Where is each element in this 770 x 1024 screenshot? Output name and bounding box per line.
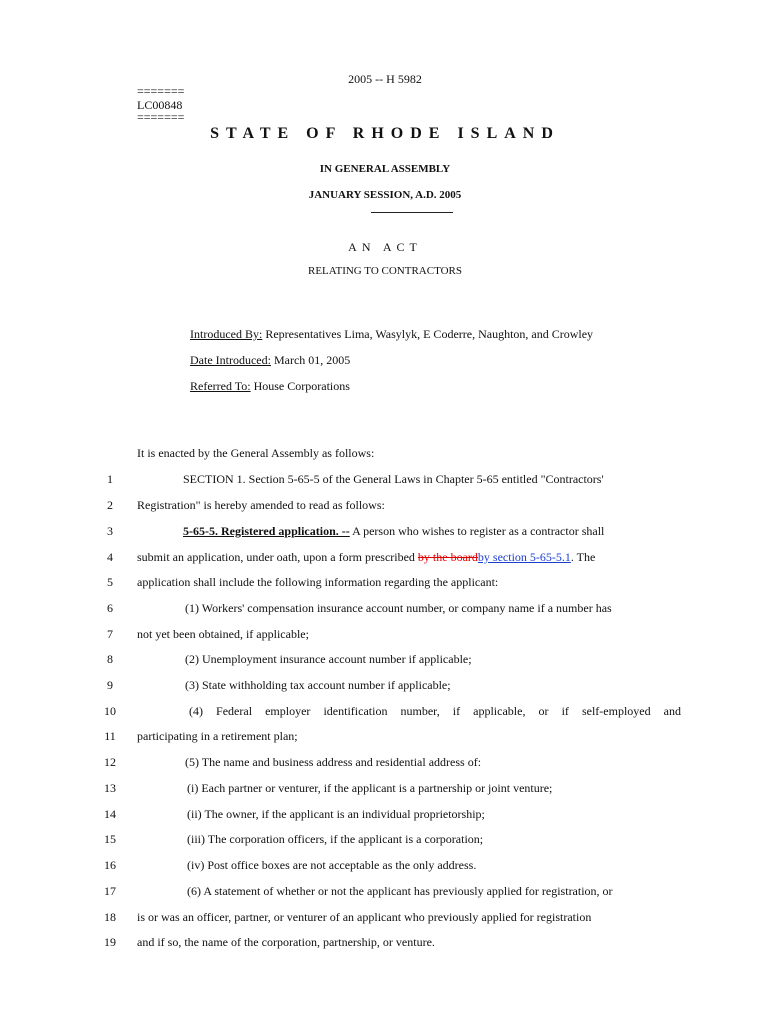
line-number: 10 xyxy=(104,704,116,718)
line-number: 7 xyxy=(107,627,113,641)
line4-text: submit an application, under oath, upon a form prescribed xyxy=(137,550,418,564)
line-number: 15 xyxy=(104,832,116,846)
referred-to-label: Referred To: xyxy=(190,379,251,393)
date-introduced xyxy=(190,353,350,368)
body-line-15: (iii) The corporation officers, if the applicant is a corporation; xyxy=(187,832,484,846)
body-line-16: (iv) Post office boxes are not acceptable as the only address. xyxy=(187,858,477,872)
inserted-text: by section 5-65-5.1 xyxy=(477,550,571,564)
line-number: 1 xyxy=(107,472,113,486)
line-number: 13 xyxy=(104,781,116,795)
line-number: 11 xyxy=(104,729,116,743)
line-number: 8 xyxy=(107,652,113,666)
enacting-clause: It is enacted by the General Assembly as follows: xyxy=(137,446,375,460)
lc-code: LC00848 xyxy=(137,98,183,112)
deleted-text: by the board xyxy=(417,550,478,564)
body-line-3 xyxy=(183,524,681,539)
body-line-11: participating in a retirement plan; xyxy=(137,729,298,743)
body-line-9: (3) State withholding tax account number if applicable; xyxy=(185,678,451,692)
body-line-6: (1) Workers' compensation insurance account number, or company name if a number has xyxy=(185,601,612,615)
line4-end: . The xyxy=(570,550,596,564)
act-subject: RELATING TO CONTRACTORS xyxy=(307,265,463,277)
separator-top: ======= xyxy=(137,84,185,98)
line-number: 9 xyxy=(107,678,113,692)
separator-bottom: ======= xyxy=(137,110,185,124)
introduced-by-value: Representatives Lima, Wasylyk, E Coderre, Naughton, and Crowley xyxy=(262,327,594,341)
body-line-14: (ii) The owner, if the applicant is an individual proprietorship; xyxy=(187,807,485,821)
bill-number: 2005 -- H 5982 xyxy=(348,72,422,86)
act-title: AN ACT xyxy=(348,240,422,254)
assembly-title: IN GENERAL ASSEMBLY xyxy=(319,163,451,175)
line-number: 5 xyxy=(107,575,113,589)
introduced-by xyxy=(190,327,593,342)
line-number: 12 xyxy=(104,755,116,769)
line-number: 19 xyxy=(104,935,116,949)
body-line-2: Registration" is hereby amended to read as follows: xyxy=(137,498,385,512)
body-line-7: not yet been obtained, if applicable; xyxy=(137,627,309,641)
section-heading: 5-65-5. Registered application. -- xyxy=(183,524,350,538)
line-number: 3 xyxy=(107,524,113,538)
body-line-13: (i) Each partner or venturer, if the applicant is a partnership or joint venture; xyxy=(187,781,553,795)
body-line-19: and if so, the name of the corporation, partnership, or venture. xyxy=(137,935,435,949)
body-line-1: SECTION 1. Section 5-65-5 of the General Laws in Chapter 5-65 entitled "Contractors' xyxy=(183,472,604,486)
line-number: 18 xyxy=(104,910,116,924)
referred-to-value: House Corporations xyxy=(250,379,350,393)
body-line-5: application shall include the following information regarding the applicant: xyxy=(137,575,499,589)
line-number: 2 xyxy=(107,498,113,512)
line-number: 17 xyxy=(104,884,116,898)
line-number: 14 xyxy=(104,807,116,821)
date-introduced-value: March 01, 2005 xyxy=(270,353,351,367)
section-heading-rest: A person who wishes to register as a contractor shall xyxy=(349,524,605,538)
body-line-12: (5) The name and business address and residential address of: xyxy=(185,755,482,769)
session-title: JANUARY SESSION, A.D. 2005 xyxy=(308,189,462,201)
referred-to xyxy=(190,379,350,394)
line-number: 16 xyxy=(104,858,116,872)
date-introduced-label: Date Introduced: xyxy=(190,353,271,367)
introduced-by-label: Introduced By: xyxy=(190,327,263,341)
line-number: 4 xyxy=(107,550,113,564)
line-number: 6 xyxy=(107,601,113,615)
body-line-18: is or was an officer, partner, or venturer of an applicant who previously applied for registration xyxy=(137,910,592,924)
body-line-10: (4) Federal employer identification number, if applicable, or if self-employed and xyxy=(189,704,681,718)
header-rule xyxy=(371,212,453,213)
state-title: STATE OF RHODE ISLAND xyxy=(210,125,560,142)
body-line-8: (2) Unemployment insurance account number if applicable; xyxy=(185,652,472,666)
body-line-17: (6) A statement of whether or not the applicant has previously applied for registration, or xyxy=(187,884,613,898)
body-line-4 xyxy=(137,550,681,565)
